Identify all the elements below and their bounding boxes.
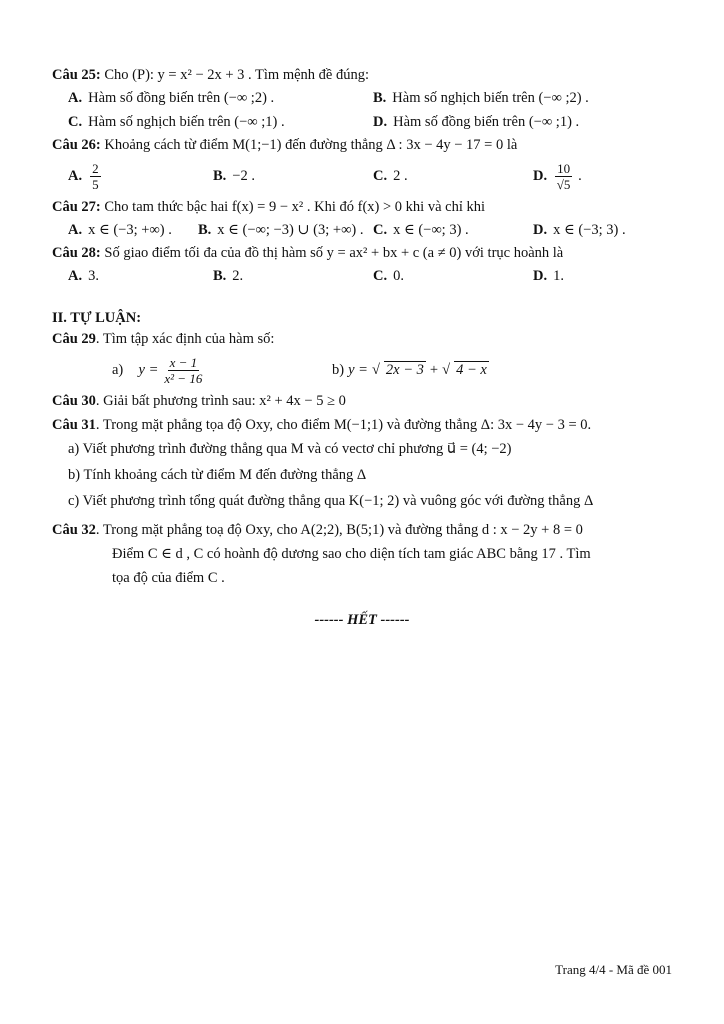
question-label: Câu 31 [52, 417, 96, 433]
section-title: II. TỰ LUẬN: [52, 310, 142, 326]
question-29 [52, 328, 672, 350]
options-row [52, 156, 672, 196]
option-a: A. Hàm số đồng biến trên (−∞ ;2) . [68, 89, 275, 106]
subpart-a: a) Viết phương trình đường thẳng qua M và có vectơ chỉ phương u⃗ = (4; −2) [68, 441, 512, 457]
fraction: $\frac{10}{√5}$ [556, 160, 571, 192]
question-label: Câu 29 [52, 331, 96, 347]
question-stem: Cho (P): y = x² − 2x + 3 . Tìm mệnh đề đúng: [104, 67, 370, 83]
question-stem: . Tìm tập xác định của hàm số: [95, 331, 275, 347]
fraction: $\frac{x - 1}{\text{x² − 16}}$ [164, 354, 203, 386]
question-label: Câu 26: [52, 137, 101, 153]
fraction: $\frac{2}{5}$ [92, 160, 99, 192]
subpart-b: b) Tính khoảng cách từ điểm M đến đường thẳng Δ [68, 467, 367, 483]
question-27 [52, 196, 672, 218]
options-row [52, 264, 672, 288]
question-label: Câu 32 [52, 522, 96, 538]
option-d: D. Hàm số đồng biến trên (−∞ ;1) . [373, 113, 580, 130]
subpart-c: c) Viết phương trình tổng quát đường thẳng qua K(−1; 2) và vuông góc với đường thẳng Δ [68, 493, 594, 509]
question-31 [52, 414, 672, 436]
subparts-row [52, 350, 672, 390]
question-stem: . Giải bất phương trình sau: x² + 4x − 5 ≥ 0 [95, 393, 346, 409]
sqrt-icon: √ [442, 361, 451, 378]
question-stem: Số giao điểm tối đa của đồ thị hàm số y = ax² + bx + c (a ≠ 0) với trục hoành là [104, 245, 564, 261]
subpart-b: b) y = √ 2x − 3 + √ 4 − x [332, 361, 487, 378]
page-footer: Trang 4/4 - Mã đề 001 [555, 962, 672, 977]
question-label: Câu 25: [52, 67, 101, 83]
option-a: A. x ∈ (−3; +∞) . [68, 221, 172, 238]
question-stem: . Trong mặt phẳng toạ độ Oxy, cho A(2;2), B(5;1) và đường thẳng d : x − 2y + 8 = 0 [95, 522, 583, 538]
question-label: Câu 28: [52, 245, 101, 261]
question-30 [52, 390, 672, 412]
question-32 [52, 518, 672, 542]
option-c: C. x ∈ (−∞; 3) . [373, 221, 469, 238]
option-c: C. Hàm số nghịch biến trên (−∞ ;1) . [68, 113, 285, 130]
question-32-line: Điểm C ∈ d , C có hoành độ dương sao cho diện tích tam giác ABC bằng 17 . Tìm [112, 546, 591, 562]
options-row [52, 218, 672, 242]
sqrt-icon: √ [371, 361, 380, 378]
question-stem: Cho tam thức bậc hai f(x) = 9 − x² . Khi đó f(x) > 0 khi và chỉ khi [104, 199, 486, 215]
question-28 [52, 242, 672, 264]
option-a: A. 3. [68, 267, 99, 284]
option-a: A. $\frac{2}{5}$ [68, 160, 99, 192]
subpart-a: a) y = $\frac{x - 1}{\text{x² − 16}}$ [112, 354, 203, 386]
exam-page [52, 64, 672, 629]
question-32-line: tọa độ của điểm C . [112, 570, 225, 586]
option-c: C. 0. [373, 267, 404, 284]
end-marker: ------ HẾT ------ [314, 612, 410, 628]
option-c: C. 2 . [373, 167, 408, 184]
option-d: D. 1. [533, 267, 564, 284]
option-d: D. x ∈ (−3; 3) . [533, 221, 626, 238]
option-b: B. Hàm số nghịch biến trên (−∞ ;2) . [373, 89, 589, 106]
question-stem: . Trong mặt phẳng tọa độ Oxy, cho điểm M(−1;1) và đường thẳng Δ: 3x − 4y − 3 = 0. [95, 417, 592, 433]
option-b: B. −2 . [213, 167, 255, 184]
options-row [52, 86, 672, 110]
option-b: B. x ∈ (−∞; −3) ∪ (3; +∞) . [198, 221, 364, 238]
option-d: D. $\frac{10}{√5}$ . [533, 160, 582, 192]
options-row [52, 110, 672, 134]
question-stem: Khoảng cách từ điểm M(1;−1) đến đường thẳng Δ : 3x − 4y − 17 = 0 là [104, 137, 518, 153]
question-label: Câu 27: [52, 199, 101, 215]
question-26 [52, 134, 672, 156]
question-25 [52, 64, 672, 86]
option-b: B. 2. [213, 267, 244, 284]
question-label: Câu 30 [52, 393, 96, 409]
